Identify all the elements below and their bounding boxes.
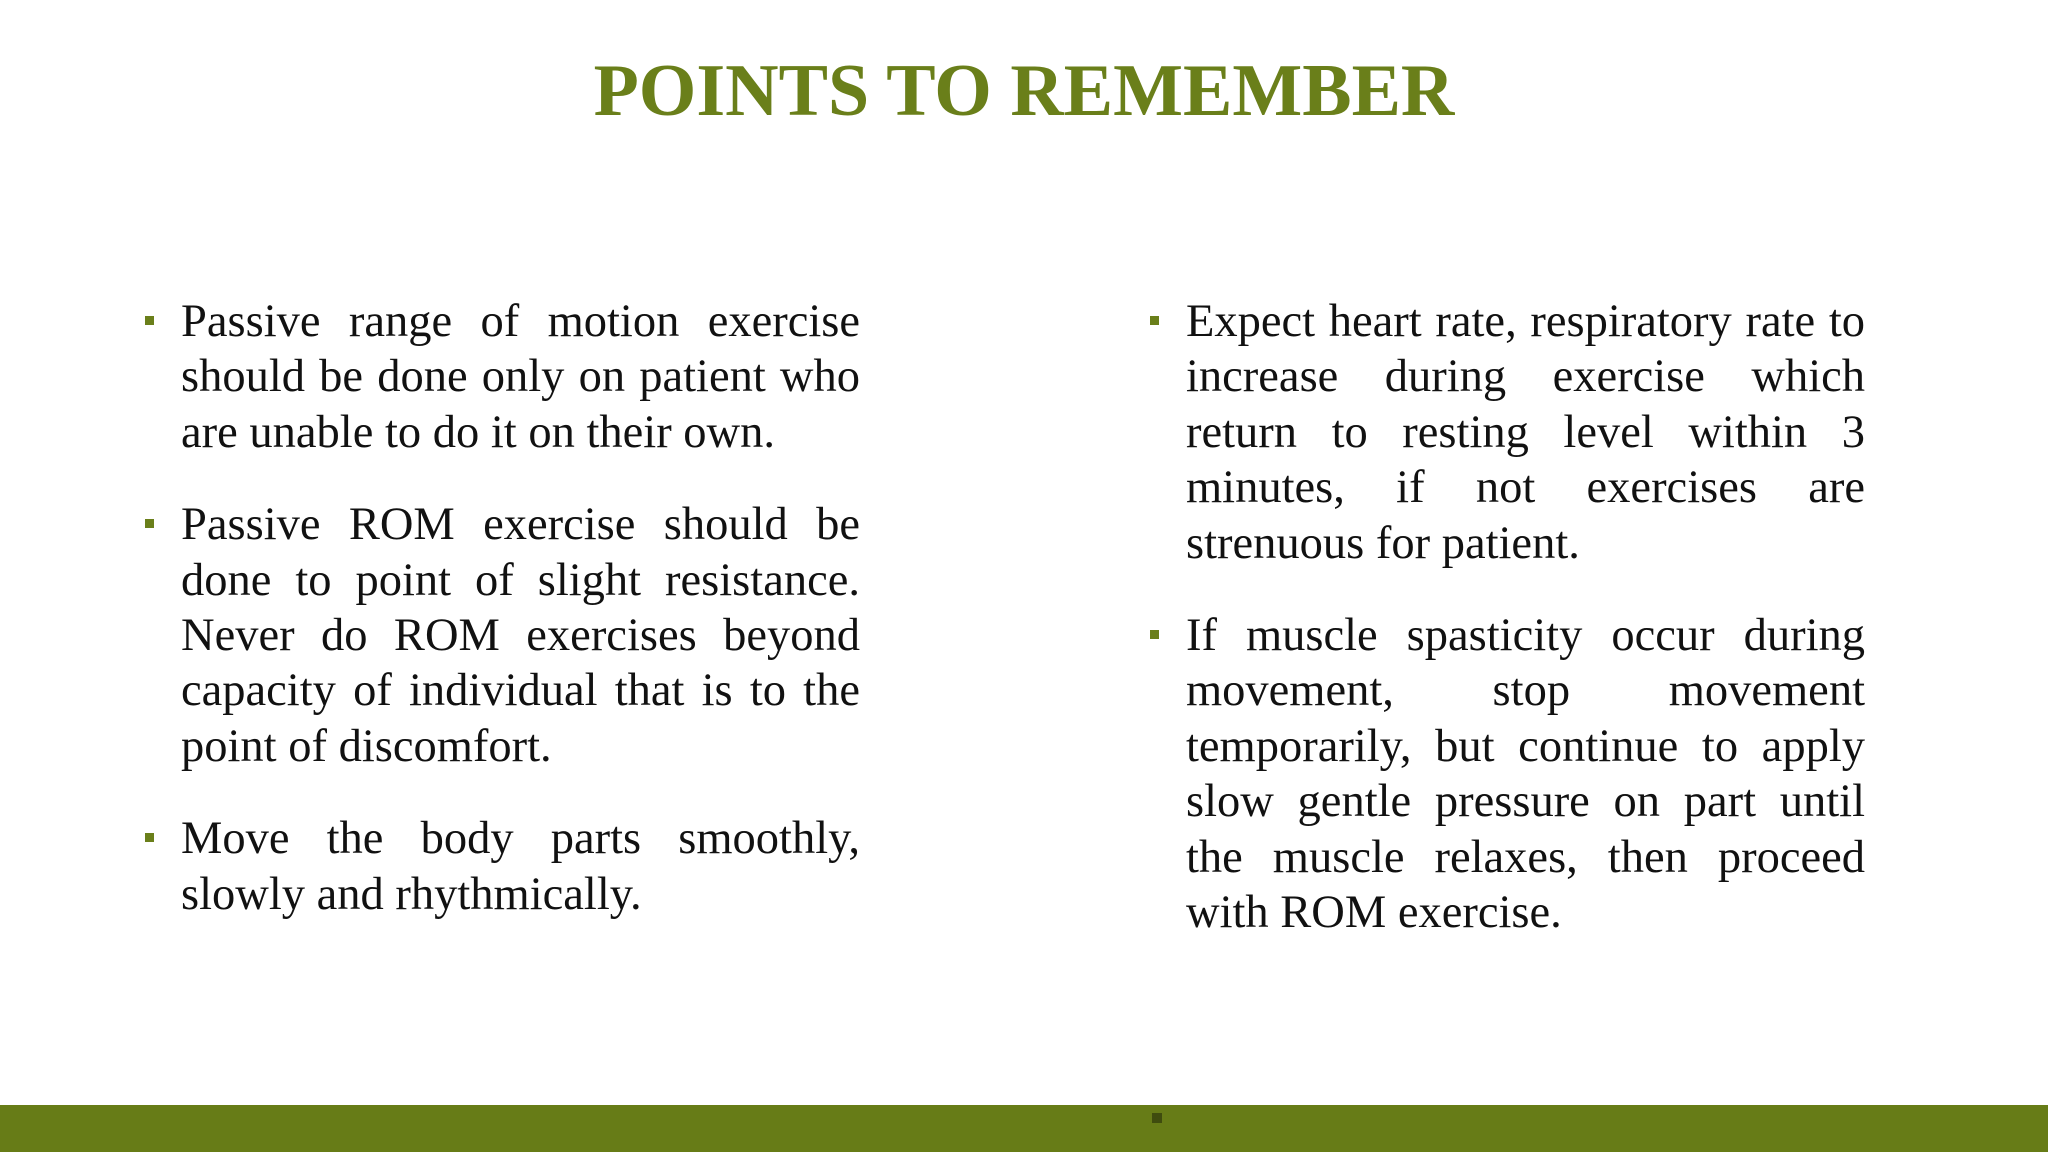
- bullet-item: [1148, 294, 1865, 571]
- square-bullet-icon: [145, 519, 154, 528]
- bullet-text: Passive range of motion exercise should be done only on patient who are unable to do it on their own.: [181, 296, 860, 458]
- left-bullet-list: [143, 294, 860, 959]
- bullet-item: [143, 294, 860, 460]
- bullet-text: If muscle spasticity occur during movement, stop movement temporarily, but continue to apply slow gentle pressure on part until the muscle relaxes, then proceed with ROM exercise.: [1186, 610, 1865, 939]
- square-bullet-icon: [1150, 316, 1159, 325]
- square-bullet-icon: [145, 833, 154, 842]
- square-bullet-icon: [145, 316, 154, 325]
- bullet-item: [143, 811, 860, 922]
- slide-title: POINTS TO REMEMBER: [593, 50, 1455, 132]
- footer-square-icon: [1152, 1113, 1162, 1123]
- bullet-item: [143, 497, 860, 774]
- square-bullet-icon: [1150, 630, 1159, 639]
- bullet-text: Move the body parts smoothly, slowly and rhythmically.: [181, 813, 860, 920]
- bullet-text: Passive ROM exercise should be done to point of slight resistance. Never do ROM exercises beyond capacity of individual that is to the point of discomfort.: [181, 499, 860, 772]
- bullet-text: Expect heart rate, respiratory rate to increase during exercise which return to resting level within 3 minutes, if not exercises are strenuous for patient.: [1186, 296, 1865, 569]
- right-bullet-list: [1148, 294, 1865, 977]
- bullet-item: [1148, 608, 1865, 940]
- footer-bar: [0, 1105, 2048, 1152]
